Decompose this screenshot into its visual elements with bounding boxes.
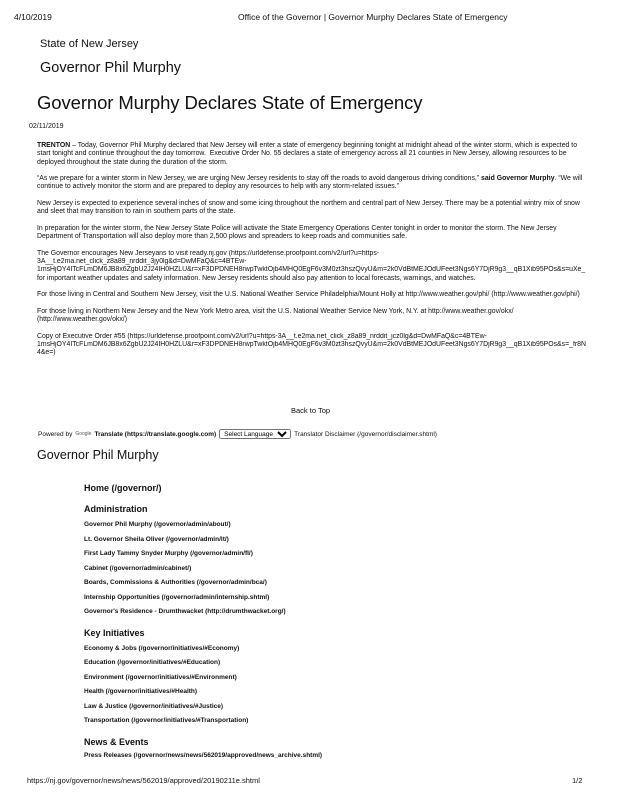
google-logo: Google — [75, 431, 92, 437]
quote-attribution: said Governor Murphy — [481, 175, 555, 183]
print-title: Office of the Governor | Governor Murphy Declares State of Emergency — [238, 12, 508, 22]
paragraph-1 — [37, 142, 589, 167]
paragraph-5-text: for important weather updates and safety information. New Jersey residents should also pay attention to local forecasts, warnings, and watches. — [37, 274, 476, 282]
page-number: 1/2 — [572, 776, 583, 785]
translator-disclaimer-link[interactable]: Translator Disclaimer (/governor/disclaimer.shtml) — [294, 430, 437, 438]
language-select[interactable] — [219, 429, 291, 439]
quote-text: “As we prepare for a winter storm in New Jersey, we are urging New Jersey residents to stay off the roads to avoid dangerous driving conditions,” — [37, 175, 482, 183]
nav-link-internship[interactable]: Internship Opportunities (/governor/admin/internship.shtml) — [84, 593, 270, 601]
nav-link-health[interactable]: Health (/governor/initiatives/#Health) — [84, 688, 198, 695]
ready-nj-link[interactable]: The Governor encourages New Jerseyans to visit ready.nj.gov (https://urldefense.proofpoint.com/v2/url?u=https- — [37, 249, 380, 257]
home-link[interactable]: Home (/governor/) — [84, 483, 162, 493]
quote-text-cont: . “We will continue to actively monitor the storm and are prepared to deploy any resources to help with any storm-related issues.” — [37, 175, 585, 191]
nav-link-environment[interactable]: Environment (/governor/initiatives/#Environment) — [84, 673, 237, 681]
powered-by-label: Powered by — [38, 430, 73, 438]
paragraph-1-text: – Today, Governor Phil Murphy declared that New Jersey will enter a state of emergency beginning tonight at midnight ahead of the winter storm, which is expected to start tonight and continue throughout the day tomorrow. Executive Order No. 55 declares a state of emergency across all 21 counties in New Jersey, allowing resources to be deployed throughout the state during the duration of the storm. — [37, 142, 579, 166]
page-title: Governor Murphy Declares State of Emergency — [37, 92, 423, 113]
executive-order-link-line2[interactable]: 1msHjOY4ITcFLmDM6JB8x6ZgbU2J24IH0HZLU&r=xF3DPDNEH8rwpTwktOjb4MHQ0EgF6v3M0zt3hszQvyU&m=2k0VdBtMEJOdUFeet3Ngs6Y7DjR9g3__qB1Xib95POs&s=_fr8N — [37, 341, 586, 349]
state-link[interactable]: State of New Jersey — [40, 38, 139, 50]
translate-link[interactable]: Translate (https://translate.google.com) — [94, 430, 217, 438]
paragraph-4: In preparation for the winter storm, the New Jersey State Police will activate the State Emergency Operations Center tonight in order to monitor the storm. The New Jersey Department of Transportation will also deploy more than 2,500 plows and spreaders to keep roads and communities safe. — [37, 224, 559, 241]
nav-link-economy[interactable]: Economy & Jobs (/governor/initiatives/#Economy) — [84, 644, 240, 652]
article-date: 02/11/2019 — [29, 123, 64, 130]
initiatives-heading: Key Initiatives — [84, 627, 145, 638]
news-list — [84, 749, 534, 764]
nav-link-cabinet[interactable]: Cabinet (/governor/admin/cabinet/) — [84, 564, 192, 572]
nav-link-press-releases[interactable]: Press Releases (/governor/news/news/562019/approved/news_archive.shtml) — [84, 751, 323, 759]
administration-list — [84, 518, 534, 620]
dateline: TRENTON — [37, 142, 71, 149]
governor-link[interactable]: Governor Phil Murphy — [40, 60, 182, 76]
print-date: 4/10/2019 — [14, 12, 52, 22]
translate-bar — [38, 429, 437, 439]
paragraph-5 — [37, 250, 589, 283]
back-to-top-link[interactable]: Back to Top — [291, 406, 331, 415]
news-heading: News & Events — [84, 736, 149, 747]
paragraph-2 — [37, 175, 589, 192]
nav-link-justice[interactable]: Law & Justice (/governor/initiatives/#Justice) — [84, 702, 224, 710]
nav-link-transportation[interactable]: Transportation (/governor/initiatives/#Transportation) — [84, 717, 249, 724]
nav-link-boards[interactable]: Boards, Commissions & Authorities (/governor/admin/bca/) — [84, 579, 267, 586]
paragraph-3: New Jersey is expected to experience several inches of snow and some icing throughout the northern and central part of New Jersey. There may be a potential wintry mix of snow and sleet that may transition to rain in southern parts of the state. — [37, 200, 582, 216]
print-url: https://nj.gov/governor/news/news/562019/approved/20190211e.shtml — [27, 776, 260, 785]
article-body — [37, 142, 589, 366]
nav-link-residence[interactable]: Governor's Residence - Drumthwacket (http://drumthwacket.org/) — [84, 608, 286, 615]
paragraph-6: For those living in Central and Southern New Jersey, visit the U.S. National Weather Service Philadelphia/Mount Holly at http://www.weather.gov/phi/ (http://www.weather.gov/phi/) — [37, 291, 580, 299]
initiatives-list — [84, 642, 534, 729]
executive-order-link-line3[interactable]: 4&e=) — [37, 349, 56, 357]
nav-link-education[interactable]: Education (/governor/initiatives/#Education) — [84, 659, 221, 666]
nav-link-first-lady[interactable]: First Lady Tammy Snyder Murphy (/governor/admin/fl/) — [84, 550, 253, 557]
ready-nj-link-line2[interactable]: 3A__t.e2ma.net_click_z8a89_nrddit_3jy0lg&d=DwMFaQ&c=4BTEw- — [37, 258, 247, 266]
paragraph-8 — [37, 333, 589, 358]
footer-governor-title[interactable]: Governor Phil Murphy — [37, 448, 159, 462]
nav-link-lt-governor[interactable]: Lt. Governor Sheila Oliver (/governor/admin/lt/) — [84, 535, 229, 543]
executive-order-link[interactable]: Copy of Executive Order #55 (https://urldefense.proofpoint.com/v2/url?u=https-3A__t.e2ma.net_click_z8a89_nrddit_jcz0lg&d=DwMFaQ&c=4BTEw- — [37, 332, 487, 340]
paragraph-7: For those living in Northern New Jersey and the New York Metro area, visit the U.S. National Weather Service New York, N.Y. at http://www.weather.gov/okx/ (http://www.weather.gov/okx/) — [37, 307, 516, 324]
administration-heading: Administration — [84, 504, 148, 514]
ready-nj-link-line3[interactable]: 1msHjOY4ITcFLmDM6JB8x6ZgbU2J24IH0HZLU&r=xF3DPDNEH8rwpTwktOjb4MHQ0EgF6v3M0zt3hszQvyU&m=2k0VdBtMEJOdUFeet3Ngs6Y7DjR9g3__qB1Xib95POs&s=uXe_ — [37, 266, 586, 274]
nav-link-governor[interactable]: Governor Phil Murphy (/governor/admin/about/) — [84, 521, 231, 528]
footer-nav — [84, 483, 534, 763]
